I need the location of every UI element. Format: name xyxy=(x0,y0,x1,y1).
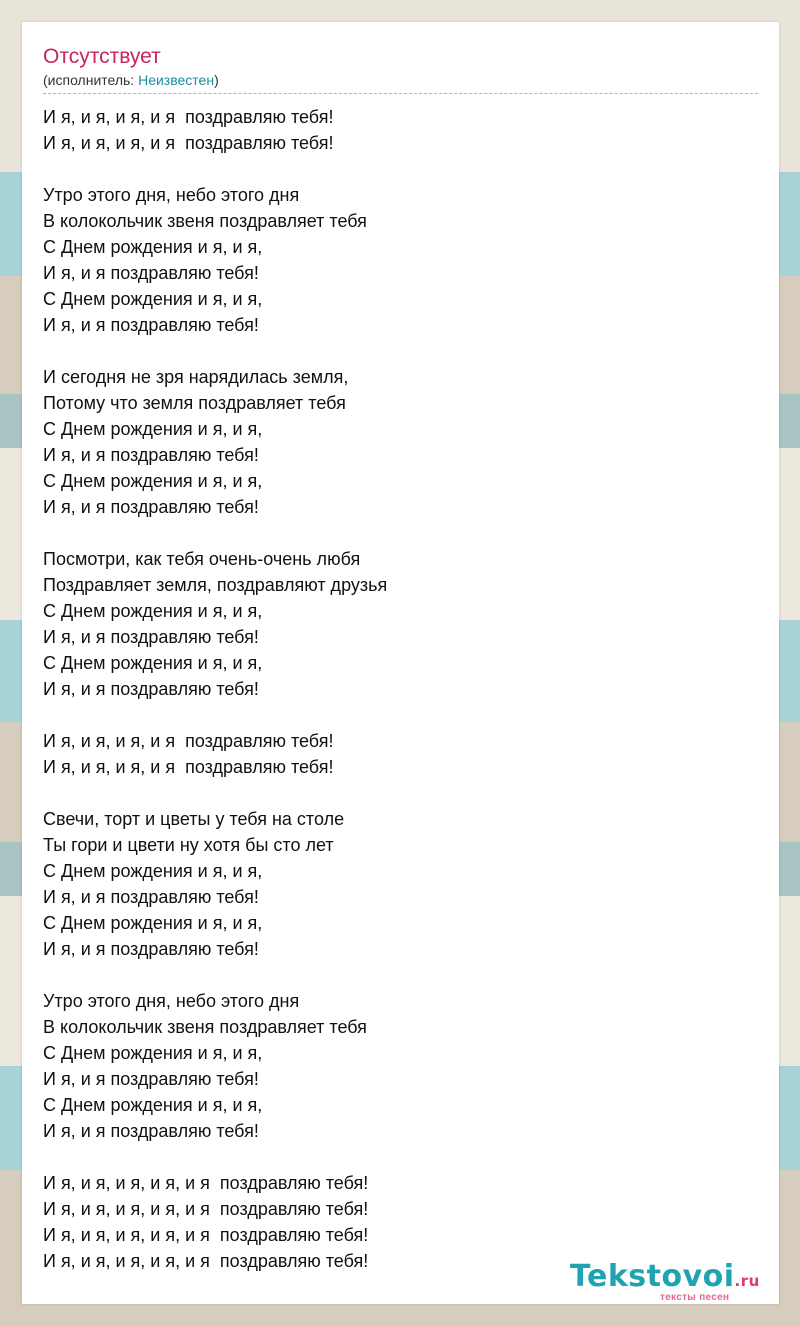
lyrics-line: Поздравляет земля, поздравляют друзья xyxy=(43,575,388,595)
lyrics-blank-line xyxy=(43,1144,758,1170)
lyrics-line: Ты гори и цвети ну хотя бы сто лет xyxy=(43,835,334,855)
lyrics-line: Потому что земля поздравляет тебя xyxy=(43,393,346,413)
lyrics-line: И я, и я, и я, и я поздравляю тебя! xyxy=(43,731,334,751)
lyrics-card xyxy=(22,22,779,1304)
artist-line xyxy=(43,71,758,89)
lyrics-line: И я, и я поздравляю тебя! xyxy=(43,939,259,959)
lyrics-blank-line xyxy=(43,780,758,806)
lyrics-line: И я, и я поздравляю тебя! xyxy=(43,497,259,517)
lyrics-blank-line xyxy=(43,520,758,546)
lyrics-line: И я, и я, и я, и я поздравляю тебя! xyxy=(43,757,334,777)
lyrics-line: И я, и я поздравляю тебя! xyxy=(43,1069,259,1089)
lyrics-blank-line xyxy=(43,156,758,182)
lyrics-line: В колокольчик звеня поздравляет тебя xyxy=(43,1017,367,1037)
song-header xyxy=(43,44,758,89)
lyrics-line: Посмотри, как тебя очень-очень любя xyxy=(43,549,361,569)
lyrics-line: И я, и я поздравляю тебя! xyxy=(43,887,259,907)
lyrics-line: И я, и я поздравляю тебя! xyxy=(43,263,259,283)
lyrics-line: И я, и я поздравляю тебя! xyxy=(43,1121,259,1141)
lyrics-blank-line xyxy=(43,962,758,988)
lyrics-line: И я, и я, и я, и я, и я поздравляю тебя! xyxy=(43,1225,369,1245)
lyrics-line: Утро этого дня, небо этого дня xyxy=(43,185,300,205)
lyrics-line: И я, и я поздравляю тебя! xyxy=(43,315,259,335)
lyrics-line: Свечи, торт и цветы у тебя на столе xyxy=(43,809,345,829)
lyrics-line: С Днем рождения и я, и я, xyxy=(43,289,263,309)
lyrics-line: И сегодня не зря нарядилась земля, xyxy=(43,367,349,387)
lyrics-line: С Днем рождения и я, и я, xyxy=(43,419,263,439)
logo-tagline: тексты песен xyxy=(660,1292,730,1303)
lyrics-line: С Днем рождения и я, и я, xyxy=(43,653,263,673)
lyrics-blank-line xyxy=(43,338,758,364)
lyrics-line: И я, и я поздравляю тебя! xyxy=(43,679,259,699)
lyrics-line: И я, и я, и я, и я поздравляю тебя! xyxy=(43,133,334,153)
logo-wordmark: Tekstovoi xyxy=(570,1259,735,1294)
header-divider xyxy=(43,93,758,94)
lyrics-line: С Днем рождения и я, и я, xyxy=(43,861,263,881)
lyrics-line: И я, и я поздравляю тебя! xyxy=(43,445,259,465)
lyrics-line: С Днем рождения и я, и я, xyxy=(43,471,263,491)
lyrics-line: В колокольчик звеня поздравляет тебя xyxy=(43,211,367,231)
lyrics-text xyxy=(43,104,758,1274)
lyrics-line: И я, и я, и я, и я поздравляю тебя! xyxy=(43,107,334,127)
artist-prefix: (исполнитель: xyxy=(43,72,139,88)
lyrics-blank-line xyxy=(43,702,758,728)
lyrics-line: Утро этого дня, небо этого дня xyxy=(43,991,300,1011)
site-logo[interactable] xyxy=(570,1260,780,1304)
lyrics-line: С Днем рождения и я, и я, xyxy=(43,1043,263,1063)
lyrics-line: И я, и я поздравляю тебя! xyxy=(43,627,259,647)
lyrics-line: И я, и я, и я, и я, и я поздравляю тебя! xyxy=(43,1173,369,1193)
lyrics-line: И я, и я, и я, и я, и я поздравляю тебя! xyxy=(43,1199,369,1219)
song-title: Отсутствует xyxy=(43,45,161,68)
lyrics-line: С Днем рождения и я, и я, xyxy=(43,601,263,621)
lyrics-line: И я, и я, и я, и я, и я поздравляю тебя! xyxy=(43,1251,369,1271)
lyrics-line: С Днем рождения и я, и я, xyxy=(43,913,263,933)
lyrics-line: С Днем рождения и я, и я, xyxy=(43,237,263,257)
lyrics-line: С Днем рождения и я, и я, xyxy=(43,1095,263,1115)
artist-suffix: ) xyxy=(214,72,219,88)
artist-link[interactable]: Неизвестен xyxy=(138,72,215,88)
logo-domain: .ru xyxy=(734,1272,760,1290)
